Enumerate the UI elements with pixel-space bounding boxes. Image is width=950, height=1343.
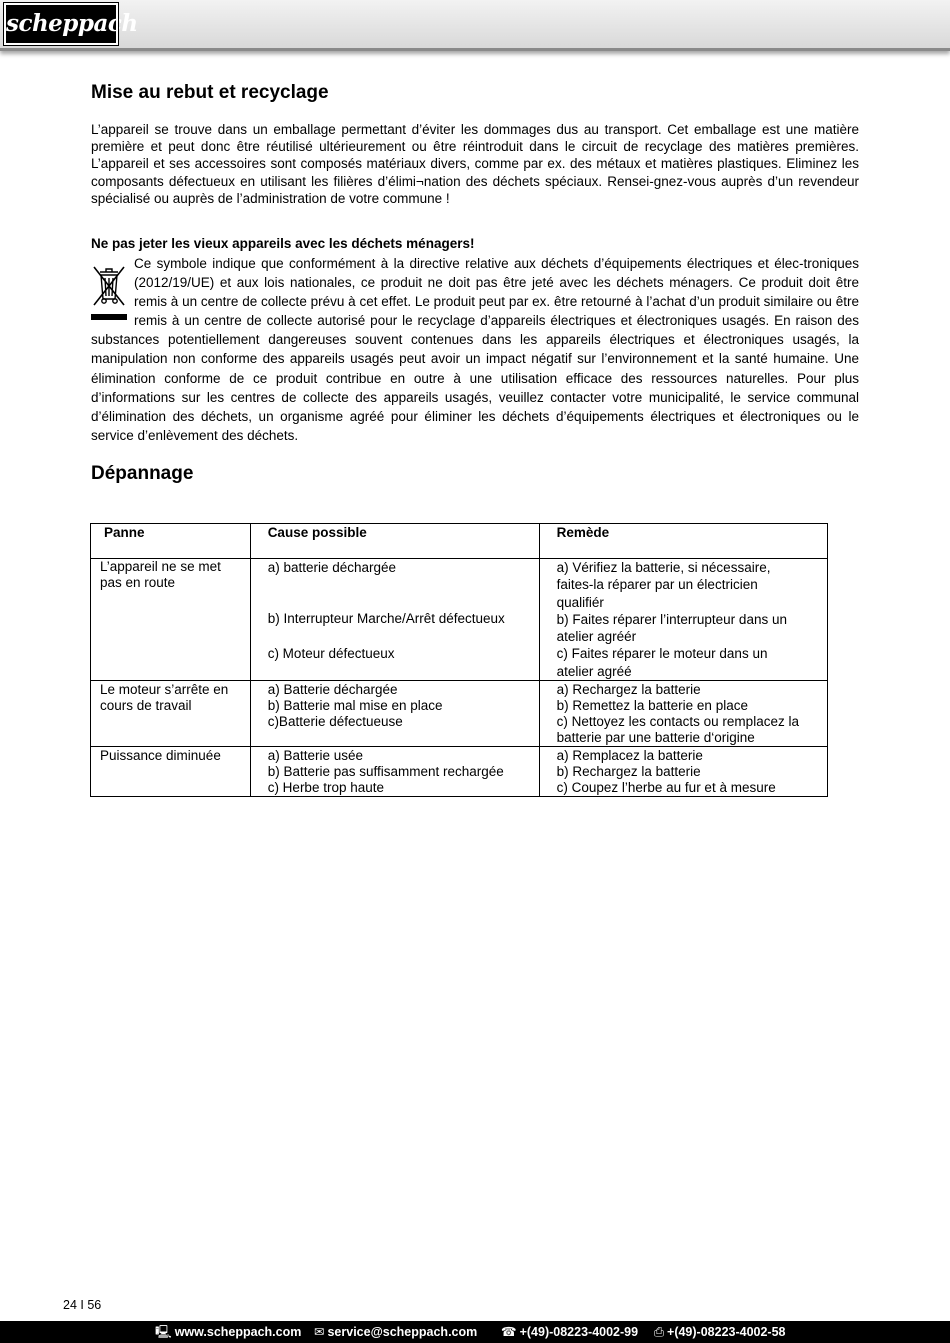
- header-remede: Remède: [539, 524, 827, 559]
- weee-heading: Ne pas jeter les vieux appareils avec les déchets ménagers!: [91, 236, 475, 251]
- cause-cell: a) batterie déchargée b) Interrupteur Marche/Arrêt défectueux c) Moteur défectueux: [250, 559, 539, 681]
- cause-cell: a) Batterie usée b) Batterie pas suffisamment rechargée c) Herbe trop haute: [250, 747, 539, 797]
- footer-email[interactable]: ✉ service@scheppach.com: [314, 1325, 478, 1339]
- panne-cell: Puissance diminuée: [91, 747, 251, 797]
- footer-website[interactable]: 🖳 www.scheppach.com: [155, 1325, 302, 1339]
- header-bar: [0, 0, 950, 51]
- header-panne: Panne: [91, 524, 251, 559]
- fax-icon: ⎙: [654, 1325, 665, 1339]
- table-row: [91, 559, 828, 681]
- remede-cell: a) Remplacez la batterie b) Rechargez la batterie c) Coupez l’herbe au fur et à mesure: [539, 747, 827, 797]
- weee-paragraph: Ce symbole indique que conformément à la directive relative aux déchets d’équipements électriques et élec-troniques (2012/19/UE) et aux lois nationales, ce produit ne doit pas être jeté avec les déchets ménagers. Ce produit doit être remis à un centre de collecte prévu à cet effet. Le produit peut par ex. être retourné à l’achat d’un produit similaire ou être remis à un centre de collecte autorisé pour le recyclage d’appareils électriques et électroniques usagés. En raison des substances potentiellement dangereuses souvent contenues dans les appareils électriques et électroniques usagés, la manipulation non conforme des appareils usagés peut avoir un impact négatif sur l’environnement et la santé humaine. Une élimination conforme de ce produit contribue en outre à une utilisation efficace des ressources naturelles. Pour plus d’informations sur les centres de collecte des appareils usagés, veuillez contacter votre municipalité, le service communal d’élimination des déchets, un organisme agréé pour éliminer les déchets d’équipements électriques et électroniques ou le service d’enlèvement des déchets.: [91, 256, 859, 443]
- cause-cell: a) Batterie déchargée b) Batterie mal mise en place c)Batterie défectueuse: [250, 681, 539, 747]
- scheppach-logo: scheppach: [4, 3, 118, 45]
- remede-cell: a) Vérifiez la batterie, si nécessaire, faites-la réparer par un électricien qualifiér b) Faites réparer l’interrupteur dans un atelier agréér c) Faites réparer le moteur dans un atelier agréé: [539, 559, 827, 681]
- computer-icon: 🖳: [155, 1325, 172, 1339]
- page-number: 24 I 56: [63, 1298, 102, 1312]
- panne-cell: L’appareil ne se met pas en route: [91, 559, 251, 681]
- footer-bar: [0, 1321, 950, 1343]
- phone-icon: ☎: [501, 1325, 517, 1339]
- table-row: [91, 681, 828, 747]
- header-cause: Cause possible: [250, 524, 539, 559]
- remede-cell: a) Rechargez la batterie b) Remettez la batterie en place c) Nettoyez les contacts ou remplacez la batterie par une batterie d‘origine: [539, 681, 827, 747]
- footer-phone: ☎ +(49)-08223-4002-99: [501, 1325, 639, 1339]
- table-header-row: [91, 524, 828, 559]
- footer-fax: ⎙ +(49)-08223-4002-58: [654, 1325, 786, 1339]
- mail-icon: ✉: [314, 1325, 325, 1339]
- section-title-troubleshooting: Dépannage: [91, 463, 194, 484]
- troubleshooting-table: [90, 523, 828, 797]
- panne-cell: Le moteur s’arrête en cours de travail: [91, 681, 251, 747]
- section-title-disposal: Mise au rebut et recyclage: [91, 82, 329, 103]
- table-row: [91, 747, 828, 797]
- disposal-paragraph: L’appareil se trouve dans un emballage permettant d’éviter les dommages dus au transport. Cet emballage est une matière première et peut donc être réutilisé ultérieurement ou être réintroduit dans le circuit de recyclage des matières premières. L’appareil et ses accessoires sont composés matériaux divers, comme par ex. des métaux et matières plastiques. Eliminez les composants défectueux en utilisant les filières d’élimi¬nation des déchets spéciaux. Rensei-gnez-vous auprès d’un revendeur spécialisé ou auprès de l’administration de votre commune !: [91, 122, 859, 206]
